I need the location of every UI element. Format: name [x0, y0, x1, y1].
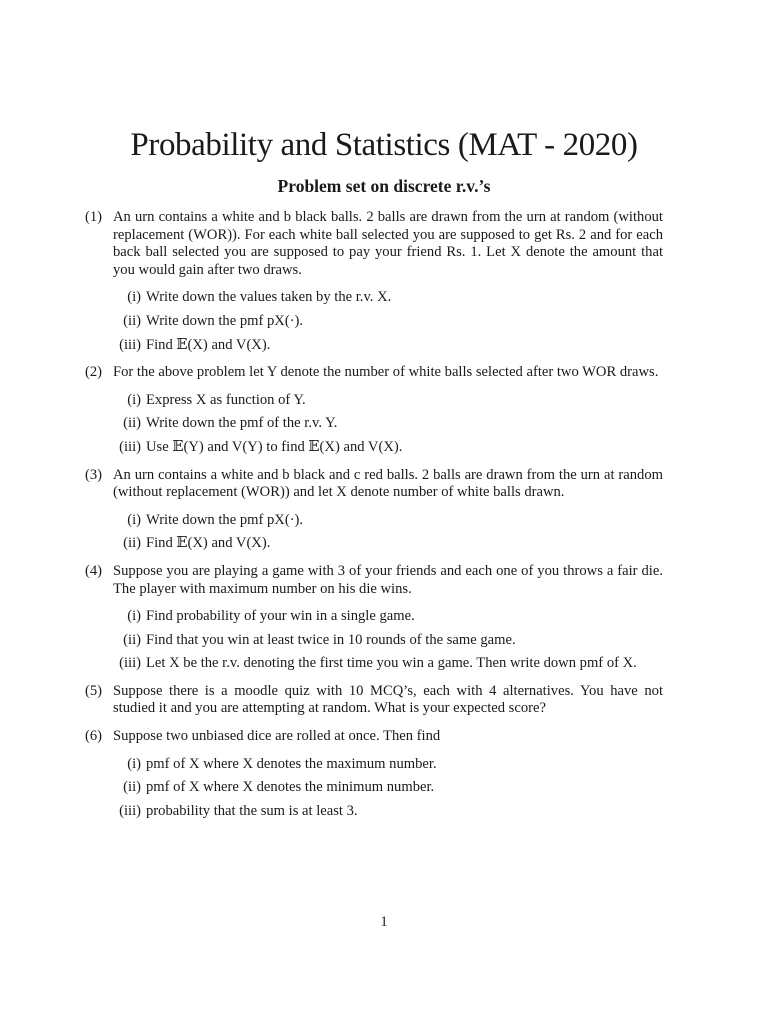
subquestion-number: (iii) [119, 438, 141, 455]
subquestion-item [113, 803, 663, 821]
subquestion-item [113, 289, 663, 307]
problem-item [85, 683, 663, 718]
subquestion-text: Find probability of your win in a single game. [146, 608, 415, 625]
problem-text: For the above problem let Y denote the number of white balls selected after two WOR draws. [113, 364, 659, 381]
subquestion-number: (ii) [123, 631, 141, 648]
subquestion-number: (iii) [119, 802, 141, 819]
subquestion-text: probability that the sum is at least 3. [146, 802, 358, 819]
problem-item [85, 467, 663, 553]
subquestion-text: pmf of X where X denotes the maximum number. [146, 755, 437, 772]
page-number: 1 [380, 914, 388, 930]
subquestion-number: (iii) [119, 655, 141, 672]
subquestion-text: Write down the pmf pX(·). [146, 511, 304, 528]
problem-number: (6) [85, 728, 103, 745]
subquestion-text: Find 𝔼(X) and V(X). [146, 535, 271, 552]
problem-number: (2) [85, 364, 103, 381]
subquestion-text: Use 𝔼(Y) and V(Y) to find 𝔼(X) and V(X). [146, 438, 403, 455]
subquestion-number: (i) [127, 289, 141, 306]
subquestion-list [113, 392, 663, 457]
problem-text: Suppose two unbiased dice are rolled at once. Then find [113, 728, 441, 745]
subquestion-item [113, 632, 663, 650]
subquestion-list [113, 756, 663, 821]
document-subtitle: Problem set on discrete r.v.’s [277, 176, 491, 196]
subquestion-item [113, 392, 663, 410]
problem-number: (5) [85, 682, 103, 699]
subquestion-item [113, 655, 663, 673]
subquestion-item [113, 313, 663, 331]
problem-text: An urn contains a white and b black and c red balls. 2 balls are drawn from the urn at random (without replacement (WOR)) and let X denote number of white balls drawn. [113, 466, 663, 501]
subquestion-item [113, 415, 663, 433]
subquestion-list [113, 289, 663, 354]
subquestion-text: Let X be the r.v. denoting the first time you win a game. Then write down pmf of X. [146, 655, 637, 672]
problem-item [85, 728, 663, 820]
subquestion-list [113, 608, 663, 673]
subquestion-list [113, 512, 663, 553]
problem-number: (3) [85, 466, 103, 483]
problem-list [85, 209, 663, 830]
subquestion-number: (ii) [123, 535, 141, 552]
subquestion-number: (iii) [119, 336, 141, 353]
subquestion-text: Find that you win at least twice in 10 rounds of the same game. [146, 631, 516, 648]
problem-text: Suppose you are playing a game with 3 of your friends and each one of you throws a fair die. The player with maximum number on his die wins. [113, 562, 663, 597]
subquestion-number: (ii) [123, 415, 141, 432]
subquestion-text: Write down the pmf of the r.v. Y. [146, 415, 338, 432]
subquestion-item [113, 608, 663, 626]
subquestion-item [113, 756, 663, 774]
subquestion-item [113, 535, 663, 553]
subquestion-number: (i) [127, 391, 141, 408]
subquestion-number: (ii) [123, 312, 141, 329]
problem-text: An urn contains a white and b black balls. 2 balls are drawn from the urn at random (without replacement (WOR)). For each white ball selected you are supposed to get Rs. 2 and for each back ball selected you are supposed to pay your friend Rs. 1. Let X denote the amount that you would gain after two draws. [113, 209, 663, 278]
subquestion-item [113, 512, 663, 530]
subquestion-number: (i) [127, 755, 141, 772]
subquestion-text: Write down the values taken by the r.v. X. [146, 289, 392, 306]
subquestion-item [113, 337, 663, 355]
subquestion-text: Write down the pmf pX(·). [146, 312, 304, 329]
problem-number: (1) [85, 209, 103, 225]
problem-number: (4) [85, 562, 103, 579]
subquestion-text: Express X as function of Y. [146, 391, 306, 408]
subquestion-number: (ii) [123, 779, 141, 796]
document-title: Probability and Statistics (MAT - 2020) [130, 127, 638, 163]
subquestion-item [113, 779, 663, 797]
subquestion-item [113, 439, 663, 457]
problem-item [85, 364, 663, 456]
problem-item [85, 209, 663, 354]
subquestion-text: Find 𝔼(X) and V(X). [146, 336, 271, 353]
subquestion-number: (i) [127, 511, 141, 528]
problem-text: Suppose there is a moodle quiz with 10 MCQ’s, each with 4 alternatives. You have not studied it and you are attempting at random. What is your expected score? [113, 682, 663, 717]
subquestion-number: (i) [127, 608, 141, 625]
subquestion-text: pmf of X where X denotes the minimum number. [146, 779, 435, 796]
problem-item [85, 563, 663, 673]
